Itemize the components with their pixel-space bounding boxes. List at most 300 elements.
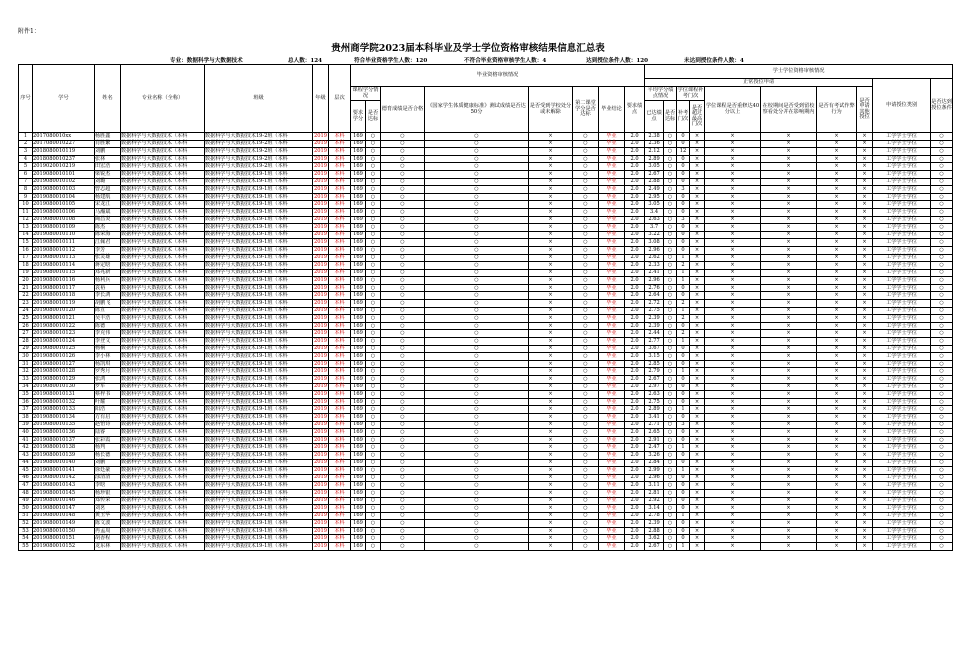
cell-student-id: 2017080010227 (33, 140, 95, 148)
cell-major: 数据科学与大数据技术（本科 (121, 246, 205, 254)
cell-punishment: × (761, 391, 817, 399)
cell-punishment: × (761, 406, 817, 414)
cell-credits-ok: ○ (366, 421, 381, 429)
cell-moral-ok: ○ (381, 262, 425, 270)
cell-retake-count: 1 (677, 269, 690, 277)
cell-meets: ○ (931, 307, 953, 315)
cell-degree-course: × (705, 148, 761, 156)
cell-other-apply: × (857, 148, 873, 156)
cell-retake-exceed: × (690, 353, 705, 361)
cell-required-credits: 169 (351, 467, 366, 475)
cell-second-class-ok: ○ (573, 353, 599, 361)
cell-major: 数据科学与大数据技术（本科 (121, 148, 205, 156)
cell-gpa-required: 2.0 (625, 307, 645, 315)
cell-class: 数据科学与大数据技术19-1班（本科 (205, 360, 313, 368)
cell-student-id: 2019080010147 (33, 505, 95, 513)
cell-discipline: × (529, 330, 573, 338)
cell-discipline: × (529, 307, 573, 315)
cell-gpa-required: 2.0 (625, 474, 645, 482)
cell-seq: 17 (19, 254, 33, 262)
cell-required-credits: 169 (351, 292, 366, 300)
cell-student-name: 黄玉华 (95, 512, 121, 520)
cell-meets: ○ (931, 467, 953, 475)
cell-other-apply: × (857, 224, 873, 232)
cell-punishment: × (761, 543, 817, 551)
cell-gpa-ok: ○ (664, 467, 677, 475)
cell-gpa-achieved: 2.36 (645, 140, 664, 148)
cell-credits-ok: ○ (366, 216, 381, 224)
cell-required-credits: 169 (351, 429, 366, 437)
cell-retake-exceed: × (690, 178, 705, 186)
cell-discipline: × (529, 133, 573, 141)
cell-seq: 55 (19, 543, 33, 551)
hdr-retake-group: 学位课程补考门次 (677, 87, 704, 99)
cell-second-class-ok: ○ (573, 330, 599, 338)
cell-fitness-ok: ○ (425, 383, 529, 391)
cell-seq: 49 (19, 497, 33, 505)
cell-student-id: 2019080010128 (33, 368, 95, 376)
cell-second-class-ok: ○ (573, 148, 599, 156)
cell-student-name: 徐廷豪 (95, 467, 121, 475)
cell-gpa-required: 2.0 (625, 505, 645, 513)
cell-fitness-ok: ○ (425, 489, 529, 497)
cell-degree-course: × (705, 178, 761, 186)
cell-degree-course: × (705, 133, 761, 141)
cell-apply-type: 工学学士学位 (873, 254, 931, 262)
cell-year: 2019 (314, 254, 327, 261)
cell-apply-type: 工学学士学位 (873, 436, 931, 444)
cell-major: 数据科学与大数据技术（本科 (121, 459, 205, 467)
cell-credits-ok: ○ (366, 201, 381, 209)
hdr-gpa-required: 要求绩点 (625, 87, 645, 133)
table-row (19, 398, 953, 406)
cell-second-class-ok: ○ (573, 170, 599, 178)
cell-student-id: 2019080010130 (33, 383, 95, 391)
cell-grad-conclusion: 毕业 (599, 277, 625, 285)
cell-student-id: 2019080010132 (33, 398, 95, 406)
table-row (19, 413, 953, 421)
cell-meets: ○ (931, 155, 953, 163)
cell-degree-course: × (705, 338, 761, 346)
cell-cheating: × (817, 133, 857, 141)
cell-seq: 15 (19, 239, 33, 247)
cell-punishment: × (761, 307, 817, 315)
cell-student-name: 方有启 (95, 413, 121, 421)
cell-apply-type: 工学学士学位 (873, 148, 931, 156)
cell-punishment: × (761, 505, 817, 513)
cell-punishment: × (761, 140, 817, 148)
cell-level: 本科 (329, 353, 351, 361)
cell-punishment: × (761, 208, 817, 216)
cell-major: 数据科学与大数据技术（本科 (121, 489, 205, 497)
cell-credits-ok: ○ (366, 231, 381, 239)
cell-fitness-ok: ○ (425, 345, 529, 353)
cell-moral-ok: ○ (381, 155, 425, 163)
cell-gpa-required: 2.0 (625, 155, 645, 163)
cell-retake-exceed: × (690, 322, 705, 330)
cell-moral-ok: ○ (381, 322, 425, 330)
cell-year: 2019 (314, 428, 327, 435)
cell-required-credits: 169 (351, 330, 366, 338)
cell-required-credits: 169 (351, 338, 366, 346)
cell-apply-type: 工学学士学位 (873, 474, 931, 482)
cell-other-apply: × (857, 505, 873, 513)
cell-degree-course: × (705, 155, 761, 163)
cell-gpa-required: 2.0 (625, 246, 645, 254)
cell-moral-ok: ○ (381, 148, 425, 156)
cell-major: 数据科学与大数据技术（本科 (121, 322, 205, 330)
cell-credits-ok: ○ (366, 391, 381, 399)
cell-second-class-ok: ○ (573, 421, 599, 429)
cell-apply-type: 工学学士学位 (873, 292, 931, 300)
hdr-fitness: 《国家学生体质健康标准》测试成绩是否达50分 (425, 87, 529, 133)
cell-required-credits: 169 (351, 368, 366, 376)
cell-year: 2019 (314, 406, 327, 413)
summary-degree-ok: 达到授位条件人数：120 (586, 58, 649, 64)
cell-credits-ok: ○ (366, 133, 381, 141)
cell-level: 本科 (329, 436, 351, 444)
table-row (19, 216, 953, 224)
table-row (19, 178, 953, 186)
cell-other-apply: × (857, 231, 873, 239)
cell-major: 数据科学与大数据技术（本科 (121, 239, 205, 247)
table-row (19, 353, 953, 361)
cell-class: 数据科学与大数据技术19-1班（本科 (205, 527, 313, 535)
cell-seq: 44 (19, 459, 33, 467)
cell-second-class-ok: ○ (573, 512, 599, 520)
summary-grad-not: 不符合毕业资格审核学生人数：4 (464, 58, 547, 64)
cell-grad-conclusion: 毕业 (599, 391, 625, 399)
page-title: 贵州商学院2023届本科毕业及学士学位资格审核结果信息汇总表 (331, 43, 605, 54)
cell-degree-course: × (705, 163, 761, 171)
cell-class: 数据科学与大数据技术19-1班（本科 (205, 459, 313, 467)
table-row (19, 133, 953, 141)
cell-year: 2019 (314, 246, 327, 253)
cell-retake-count: 2 (677, 300, 690, 308)
cell-student-name: 杨利兵 (95, 277, 121, 285)
cell-cheating: × (817, 262, 857, 270)
cell-degree-course: × (705, 322, 761, 330)
cell-degree-course: × (705, 193, 761, 201)
cell-moral-ok: ○ (381, 353, 425, 361)
cell-student-name: 罗秀月 (95, 368, 121, 376)
cell-punishment: × (761, 497, 817, 505)
cell-level: 本科 (329, 451, 351, 459)
table-row (19, 512, 953, 520)
cell-gpa-achieved: 2.75 (645, 398, 664, 406)
cell-seq: 47 (19, 482, 33, 490)
cell-punishment: × (761, 421, 817, 429)
cell-grad-conclusion: 毕业 (599, 133, 625, 141)
cell-credits-ok: ○ (366, 284, 381, 292)
cell-moral-ok: ○ (381, 338, 425, 346)
cell-punishment: × (761, 429, 817, 437)
cell-required-credits: 169 (351, 406, 366, 414)
cell-grad-conclusion: 毕业 (599, 216, 625, 224)
cell-year: 2019 (314, 269, 327, 276)
cell-retake-exceed: × (690, 140, 705, 148)
cell-seq: 9 (19, 193, 33, 201)
hdr-seq: 序号 (19, 65, 33, 133)
cell-cheating: × (817, 383, 857, 391)
cell-cheating: × (817, 520, 857, 528)
cell-major: 数据科学与大数据技术（本科 (121, 201, 205, 209)
hdr-student-id: 学号 (33, 65, 95, 133)
cell-class: 数据科学与大数据技术19-1班（本科 (205, 208, 313, 216)
cell-cheating: × (817, 231, 857, 239)
cell-required-credits: 169 (351, 535, 366, 543)
cell-credits-ok: ○ (366, 208, 381, 216)
cell-moral-ok: ○ (381, 543, 425, 551)
cell-fitness-ok: ○ (425, 193, 529, 201)
cell-level: 本科 (329, 338, 351, 346)
cell-level: 本科 (329, 444, 351, 452)
cell-retake-exceed: × (690, 284, 705, 292)
cell-student-name: 阳浩 (95, 406, 121, 414)
cell-seq: 50 (19, 505, 33, 513)
cell-gpa-achieved: 2.67 (645, 376, 664, 384)
cell-seq: 33 (19, 376, 33, 384)
cell-student-id: 2019080010111 (33, 239, 95, 247)
cell-grad-conclusion: 毕业 (599, 201, 625, 209)
cell-credits-ok: ○ (366, 186, 381, 194)
cell-year: 2019 (314, 345, 327, 352)
cell-class: 数据科学与大数据技术19-2班（本科 (205, 163, 313, 171)
cell-credits-ok: ○ (366, 360, 381, 368)
cell-credits-ok: ○ (366, 269, 381, 277)
cell-cheating: × (817, 512, 857, 520)
cell-grad-conclusion: 毕业 (599, 193, 625, 201)
cell-fitness-ok: ○ (425, 436, 529, 444)
table-row (19, 140, 953, 148)
cell-punishment: × (761, 277, 817, 285)
cell-major: 数据科学与大数据技术（本科 (121, 413, 205, 421)
cell-level: 本科 (329, 383, 351, 391)
cell-other-apply: × (857, 520, 873, 528)
cell-degree-course: × (705, 284, 761, 292)
cell-credits-ok: ○ (366, 246, 381, 254)
cell-other-apply: × (857, 376, 873, 384)
cell-student-name: 杨长德 (95, 451, 121, 459)
cell-fitness-ok: ○ (425, 360, 529, 368)
table-row (19, 239, 953, 247)
cell-grad-conclusion: 毕业 (599, 459, 625, 467)
cell-grad-conclusion: 毕业 (599, 284, 625, 292)
cell-year: 2019 (314, 542, 327, 549)
cell-moral-ok: ○ (381, 360, 425, 368)
cell-retake-exceed: × (690, 254, 705, 262)
cell-level: 本科 (329, 398, 351, 406)
cell-degree-course: × (705, 239, 761, 247)
cell-gpa-achieved: 2.12 (645, 148, 664, 156)
cell-other-apply: × (857, 284, 873, 292)
cell-second-class-ok: ○ (573, 360, 599, 368)
table-row (19, 451, 953, 459)
cell-student-id: 2019080010116 (33, 277, 95, 285)
cell-second-class-ok: ○ (573, 186, 599, 194)
cell-major: 数据科学与大数据技术（本科 (121, 467, 205, 475)
cell-gpa-achieved: 2.33 (645, 262, 664, 270)
cell-gpa-ok: ○ (664, 170, 677, 178)
summary-total: 总人数：124 (288, 58, 323, 64)
cell-student-id: 2019080010133 (33, 406, 95, 414)
cell-punishment: × (761, 193, 817, 201)
cell-credits-ok: ○ (366, 406, 381, 414)
cell-gpa-achieved: 2.39 (645, 322, 664, 330)
cell-grad-conclusion: 毕业 (599, 421, 625, 429)
cell-major: 数据科学与大数据技术（本科 (121, 535, 205, 543)
hdr-normal-grant: 正常授位申请 (645, 79, 873, 87)
cell-fitness-ok: ○ (425, 254, 529, 262)
cell-retake-exceed: × (690, 330, 705, 338)
cell-retake-exceed: × (690, 216, 705, 224)
cell-gpa-required: 2.0 (625, 193, 645, 201)
cell-year: 2019 (314, 239, 327, 246)
cell-retake-count: 0 (677, 398, 690, 406)
cell-seq: 4 (19, 155, 33, 163)
cell-credits-ok: ○ (366, 429, 381, 437)
table-row (19, 391, 953, 399)
cell-retake-count: 0 (677, 345, 690, 353)
cell-meets: ○ (931, 535, 953, 543)
cell-credits-ok: ○ (366, 474, 381, 482)
cell-student-id: 2018080010119 (33, 148, 95, 156)
cell-other-apply: × (857, 322, 873, 330)
cell-class: 数据科学与大数据技术19-1班（本科 (205, 413, 313, 421)
cell-grad-conclusion: 毕业 (599, 467, 625, 475)
cell-other-apply: × (857, 535, 873, 543)
cell-other-apply: × (857, 330, 873, 338)
cell-required-credits: 169 (351, 474, 366, 482)
cell-level: 本科 (329, 239, 351, 247)
cell-grad-conclusion: 毕业 (599, 269, 625, 277)
cell-discipline: × (529, 459, 573, 467)
cell-discipline: × (529, 345, 573, 353)
cell-seq: 23 (19, 300, 33, 308)
cell-moral-ok: ○ (381, 140, 425, 148)
cell-punishment: × (761, 224, 817, 232)
cell-other-apply: × (857, 398, 873, 406)
cell-apply-type: 工学学士学位 (873, 216, 931, 224)
cell-year: 2019 (314, 398, 327, 405)
cell-cheating: × (817, 224, 857, 232)
cell-student-name: 李晗 (95, 482, 121, 490)
cell-required-credits: 169 (351, 421, 366, 429)
cell-meets: ○ (931, 262, 953, 270)
cell-gpa-achieved: 2.64 (645, 292, 664, 300)
cell-grad-conclusion: 毕业 (599, 512, 625, 520)
cell-student-name: 涂清清 (95, 474, 121, 482)
cell-year: 2019 (314, 140, 327, 147)
cell-year: 2019 (314, 231, 327, 238)
cell-level: 本科 (329, 315, 351, 323)
cell-second-class-ok: ○ (573, 383, 599, 391)
cell-retake-count: 0 (677, 482, 690, 490)
cell-fitness-ok: ○ (425, 398, 529, 406)
cell-gpa-achieved: 3.11 (645, 482, 664, 490)
cell-meets: ○ (931, 239, 953, 247)
cell-meets: ○ (931, 163, 953, 171)
cell-meets: ○ (931, 444, 953, 452)
cell-retake-exceed: × (690, 413, 705, 421)
cell-gpa-ok: ○ (664, 360, 677, 368)
cell-meets: ○ (931, 406, 953, 414)
cell-student-id: 2019080010119 (33, 300, 95, 308)
cell-punishment: × (761, 535, 817, 543)
cell-class: 数据科学与大数据技术19-2班（本科 (205, 148, 313, 156)
cell-meets: ○ (931, 140, 953, 148)
cell-punishment: × (761, 315, 817, 323)
cell-gpa-achieved: 2.89 (645, 155, 664, 163)
cell-class: 数据科学与大数据技术19-1班（本科 (205, 345, 313, 353)
cell-major: 数据科学与大数据技术（本科 (121, 224, 205, 232)
cell-gpa-required: 2.0 (625, 262, 645, 270)
cell-cheating: × (817, 505, 857, 513)
cell-retake-count: 0 (677, 231, 690, 239)
table-body (19, 133, 953, 551)
cell-moral-ok: ○ (381, 330, 425, 338)
cell-class: 数据科学与大数据技术19-1班（本科 (205, 482, 313, 490)
cell-retake-count: 0 (677, 155, 690, 163)
cell-gpa-ok: ○ (664, 277, 677, 285)
cell-student-id: 2019080010113 (33, 254, 95, 262)
cell-apply-type: 工学学士学位 (873, 208, 931, 216)
cell-major: 数据科学与大数据技术（本科 (121, 482, 205, 490)
cell-level: 本科 (329, 368, 351, 376)
cell-gpa-required: 2.0 (625, 163, 645, 171)
cell-discipline: × (529, 216, 573, 224)
cell-cheating: × (817, 444, 857, 452)
cell-punishment: × (761, 284, 817, 292)
cell-cheating: × (817, 535, 857, 543)
cell-class: 数据科学与大数据技术19-1班（本科 (205, 467, 313, 475)
table-row (19, 482, 953, 490)
cell-punishment: × (761, 527, 817, 535)
table-row (19, 292, 953, 300)
cell-fitness-ok: ○ (425, 520, 529, 528)
cell-grad-conclusion: 毕业 (599, 535, 625, 543)
cell-seq: 30 (19, 353, 33, 361)
cell-gpa-ok: ○ (664, 292, 677, 300)
cell-grad-conclusion: 毕业 (599, 360, 625, 368)
cell-required-credits: 169 (351, 216, 366, 224)
cell-moral-ok: ○ (381, 345, 425, 353)
cell-meets: ○ (931, 520, 953, 528)
cell-student-id: 2019080010109 (33, 224, 95, 232)
cell-apply-type: 工学学士学位 (873, 535, 931, 543)
cell-retake-count: 1 (677, 307, 690, 315)
cell-gpa-ok: ○ (664, 406, 677, 414)
cell-gpa-required: 2.0 (625, 436, 645, 444)
cell-credits-ok: ○ (366, 489, 381, 497)
cell-gpa-achieved: 2.63 (645, 391, 664, 399)
cell-punishment: × (761, 383, 817, 391)
cell-required-credits: 169 (351, 527, 366, 535)
cell-credits-ok: ○ (366, 300, 381, 308)
cell-major: 数据科学与大数据技术（本科 (121, 543, 205, 551)
table-row (19, 360, 953, 368)
cell-gpa-achieved: 2.96 (645, 474, 664, 482)
cell-required-credits: 169 (351, 262, 366, 270)
cell-student-name: 邓兆新 (95, 269, 121, 277)
cell-moral-ok: ○ (381, 535, 425, 543)
cell-level: 本科 (329, 246, 351, 254)
cell-discipline: × (529, 467, 573, 475)
cell-second-class-ok: ○ (573, 413, 599, 421)
cell-apply-type: 工学学士学位 (873, 155, 931, 163)
cell-cheating: × (817, 193, 857, 201)
cell-degree-course: × (705, 186, 761, 194)
